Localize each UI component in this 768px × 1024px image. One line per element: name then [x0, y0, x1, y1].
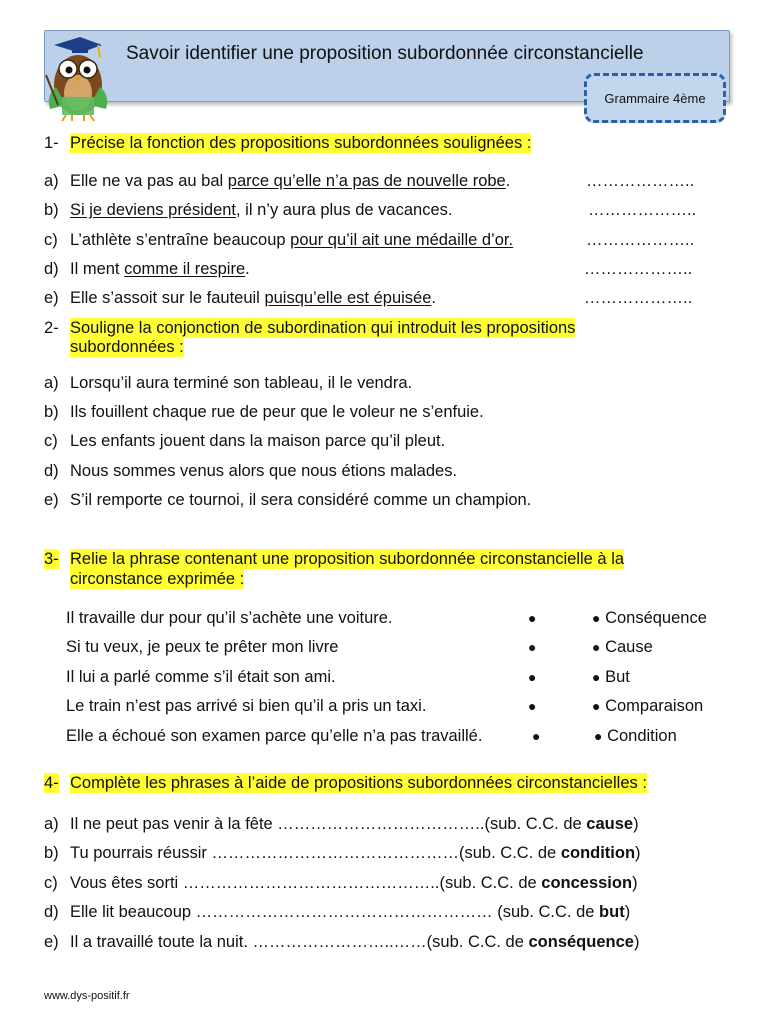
- circumstance-type: concession: [541, 874, 633, 892]
- connect-dot[interactable]: ●: [594, 728, 603, 744]
- underlined-clause: parce qu’elle n’a pas de nouvelle robe: [227, 172, 506, 190]
- circumstance-label: Comparaison: [605, 697, 704, 715]
- connect-dot[interactable]: ●: [528, 610, 537, 626]
- closing-paren: ): [635, 844, 641, 862]
- item-letter: e): [44, 491, 59, 509]
- circumstance-label: But: [605, 668, 630, 686]
- circumstance-type: cause: [586, 815, 634, 833]
- connect-dot[interactable]: ●: [528, 669, 537, 685]
- question-instruction: circonstance exprimée :: [70, 570, 245, 588]
- closing-paren: ): [632, 874, 638, 892]
- item-letter: d): [44, 462, 59, 480]
- item-text: Il ne peut pas venir à la fête ………………………………..(sub. C.C. de: [70, 815, 587, 833]
- question-instruction: subordonnées :: [70, 338, 184, 356]
- owl-mascot-icon: [36, 35, 118, 123]
- underlined-clause: pour qu’il ait une médaille d’or.: [290, 231, 514, 249]
- sentence-text: Si tu veux, je peux te prêter mon livre: [66, 638, 339, 656]
- circumstance-label: Conséquence: [605, 609, 707, 627]
- item-letter: c): [44, 231, 58, 249]
- item-text-end: , il n’y aura plus de vacances.: [236, 201, 453, 219]
- item-text: L’athlète s’entraîne beaucoup: [70, 231, 291, 249]
- item-text: Lorsqu’il aura terminé son tableau, il le vendra.: [70, 374, 413, 392]
- circumstance-label: Cause: [605, 638, 653, 656]
- item-letter: a): [44, 815, 59, 833]
- question-instruction: Précise la fonction des propositions subordonnées soulignées :: [70, 134, 532, 152]
- item-text-end: .: [505, 172, 511, 190]
- question-number: 2-: [44, 319, 59, 337]
- subject-badge: Grammaire 4ème: [584, 73, 726, 123]
- question-number: 1-: [44, 134, 59, 152]
- connect-dot[interactable]: ●: [592, 610, 601, 626]
- item-letter: b): [44, 201, 59, 219]
- item-text: Il a travaillé toute la nuit. ……………………..……(sub. C.C. de: [70, 933, 529, 951]
- connect-dot[interactable]: ●: [592, 698, 601, 714]
- item-text: Elle lit beaucoup ……………………………………………… (sub. C.C. de: [70, 903, 600, 921]
- item-text: Il ment: [70, 260, 125, 278]
- item-text: Tu pourrais réussir ………………………………………(sub. C.C. de: [70, 844, 561, 862]
- question-instruction: Complète les phrases à l’aide de propositions subordonnées circonstancielles :: [70, 774, 647, 792]
- page-title: Savoir identifier une proposition subordonnée circonstancielle: [126, 43, 644, 64]
- underlined-clause: comme il respire: [124, 260, 246, 278]
- item-letter: d): [44, 903, 59, 921]
- sentence-text: Il lui a parlé comme s’il était son ami.: [66, 668, 336, 686]
- answer-blank[interactable]: ………………..: [584, 289, 693, 307]
- item-text: Nous sommes venus alors que nous étions malades.: [70, 462, 458, 480]
- connect-dot[interactable]: ●: [528, 698, 537, 714]
- question-instruction: Relie la phrase contenant une proposition subordonnée circonstancielle à la: [70, 550, 625, 568]
- item-text: Elle s’assoit sur le fauteuil: [70, 289, 265, 307]
- item-letter: b): [44, 844, 59, 862]
- item-text: Les enfants jouent dans la maison parce qu’il pleut.: [70, 432, 446, 450]
- item-letter: a): [44, 172, 59, 190]
- item-letter: e): [44, 933, 59, 951]
- connect-dot[interactable]: ●: [592, 669, 601, 685]
- item-letter: e): [44, 289, 59, 307]
- circumstance-type: but: [599, 903, 625, 921]
- circumstance-type: condition: [560, 844, 636, 862]
- sentence-text: Elle a échoué son examen parce qu’elle n’a pas travaillé.: [66, 727, 483, 745]
- answer-blank[interactable]: ………………..: [584, 260, 693, 278]
- item-text: Vous êtes sorti ………………………………………..(sub. C.C. de: [70, 874, 542, 892]
- answer-blank[interactable]: ………………..: [586, 172, 695, 190]
- item-text: Ils fouillent chaque rue de peur que le voleur ne s’enfuie.: [70, 403, 484, 421]
- underlined-clause: puisqu’elle est épuisée: [264, 289, 432, 307]
- underlined-clause: Si je deviens président: [70, 201, 237, 219]
- item-letter: c): [44, 432, 58, 450]
- connect-dot[interactable]: ●: [528, 639, 537, 655]
- closing-paren: ): [633, 815, 639, 833]
- item-text-end: .: [431, 289, 436, 307]
- question-number: 4-: [44, 774, 59, 792]
- item-text: S’il remporte ce tournoi, il sera considéré comme un champion.: [70, 491, 532, 509]
- item-text: Elle ne va pas au bal: [70, 172, 228, 190]
- connect-dot[interactable]: ●: [532, 728, 541, 744]
- question-instruction: Souligne la conjonction de subordination qui introduit les propositions: [70, 319, 576, 337]
- item-letter: d): [44, 260, 59, 278]
- answer-blank[interactable]: ………………..: [586, 231, 695, 249]
- closing-paren: ): [633, 933, 640, 951]
- circumstance-type: conséquence: [528, 933, 634, 951]
- sentence-text: Le train n’est pas arrivé si bien qu’il a pris un taxi.: [66, 697, 427, 715]
- closing-paren: ): [624, 903, 631, 921]
- question-number: 3-: [44, 550, 59, 568]
- connect-dot[interactable]: ●: [592, 639, 601, 655]
- circumstance-label: Condition: [607, 727, 677, 745]
- item-text-end: .: [245, 260, 250, 278]
- item-letter: a): [44, 374, 59, 392]
- item-letter: c): [44, 874, 58, 892]
- footer-url: www.dys-positif.fr: [44, 990, 130, 1002]
- answer-blank[interactable]: ………………..: [588, 201, 697, 219]
- item-letter: b): [44, 403, 59, 421]
- sentence-text: Il travaille dur pour qu’il s’achète une voiture.: [66, 609, 393, 627]
